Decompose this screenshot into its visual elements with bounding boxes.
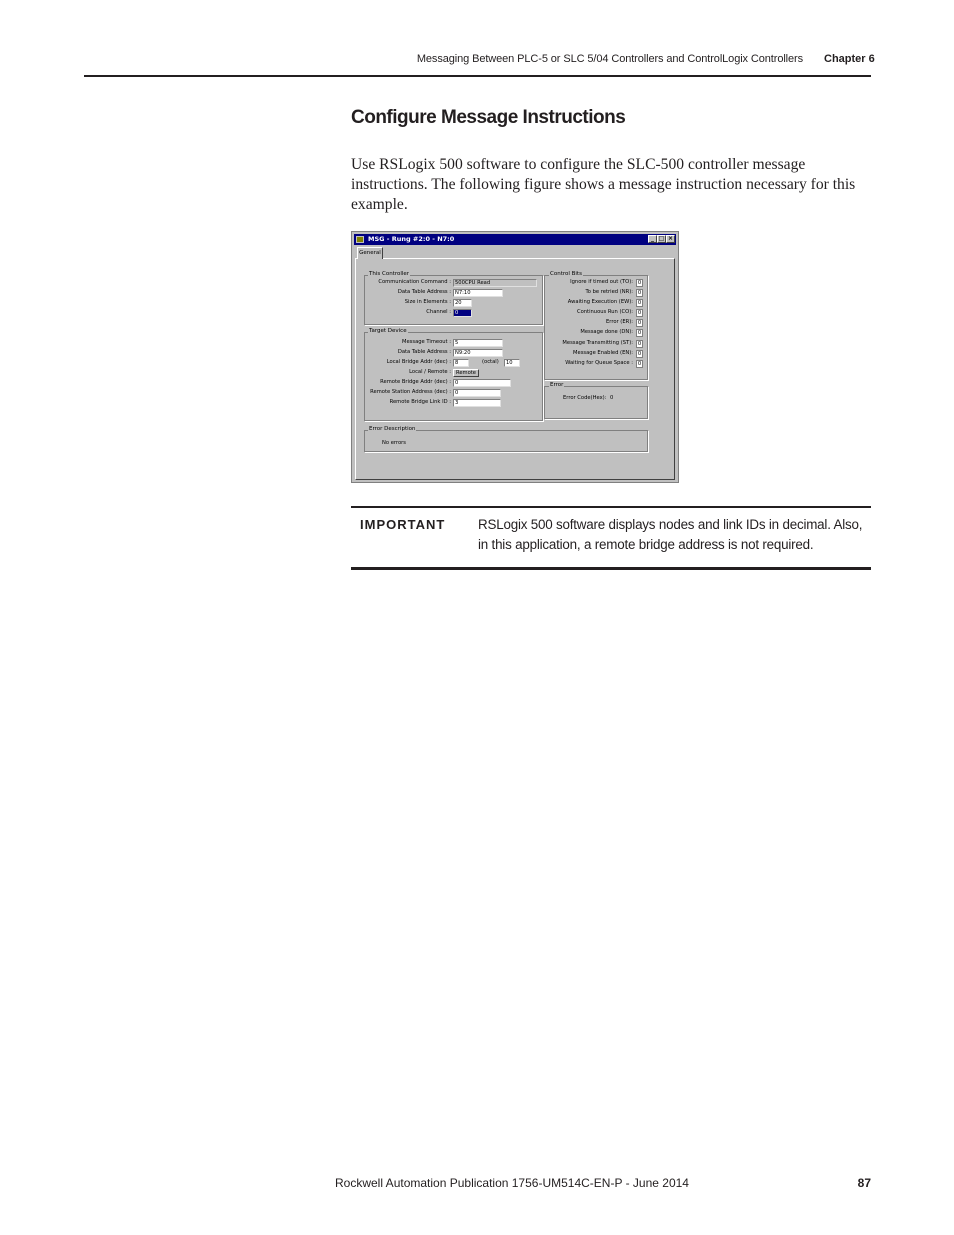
remote-bridge-link-id-field[interactable]: 3 <box>453 399 501 407</box>
body-paragraph: Use RSLogix 500 software to configure the SLC-500 controller message instructions. The following figure shows a message instruction necessary for this example. <box>351 156 856 213</box>
communication-command-label: Communication Command : <box>378 279 451 285</box>
target-device-label: Target Device <box>369 328 407 334</box>
error-description-text: No errors <box>382 440 406 446</box>
error-group <box>544 386 648 419</box>
target-data-table-address-field[interactable]: N9:20 <box>453 349 503 357</box>
running-header-title: Messaging Between PLC-5 or SLC 5/04 Controllers and ControlLogix Controllers <box>416 53 803 65</box>
note-bottom-rule <box>351 567 871 570</box>
control-bit-value[interactable]: 0 <box>637 341 642 347</box>
remote-station-address-label: Remote Station Address (dec) : <box>370 389 451 395</box>
control-bit-label: Waiting for Queue Space : <box>565 360 633 366</box>
this-controller-label: This Controller <box>369 271 410 277</box>
control-bit-label: Message done (DN): <box>580 329 633 335</box>
control-bit-label: Error (ER): <box>606 319 633 325</box>
important-note-text: RSLogix 500 software displays nodes and link IDs in decimal. Also, in this application, a remote bridge address is not required. <box>478 517 863 552</box>
important-label: IMPORTANT <box>360 517 446 532</box>
data-table-address-field[interactable]: N7:10 <box>453 289 503 297</box>
app-icon <box>356 236 364 243</box>
control-bit-value[interactable]: 0 <box>637 300 642 306</box>
size-in-elements-field[interactable]: 20 <box>453 299 472 307</box>
dialog-titlebar <box>354 234 676 245</box>
control-bit-label: Message Transmitting (ST): <box>562 340 633 346</box>
message-timeout-label: Message Timeout : <box>402 339 451 345</box>
tab-general[interactable]: General <box>357 247 383 259</box>
error-group-label: Error <box>550 382 564 388</box>
remote-station-address-field[interactable]: 0 <box>453 389 501 397</box>
data-table-address-label: Data Table Address : <box>397 289 451 295</box>
footer-publication: Rockwell Automation Publication 1756-UM514C-EN-P - June 2014 <box>335 1176 689 1190</box>
minimize-icon[interactable]: _ <box>648 235 657 243</box>
control-bit-value[interactable]: 0 <box>637 310 642 316</box>
size-in-elements-label: Size in Elements : <box>404 299 451 305</box>
remote-bridge-link-id-label: Remote Bridge Link ID : <box>389 399 451 405</box>
local-remote-button[interactable]: Remote <box>453 369 479 377</box>
maximize-icon[interactable]: □ <box>658 235 665 242</box>
local-bridge-addr-field[interactable]: 8 <box>453 359 469 367</box>
control-bits-label: Control Bits <box>550 271 582 277</box>
message-timeout-field[interactable]: 5 <box>453 339 503 347</box>
error-description-label: Error Description <box>369 426 416 432</box>
error-description-group <box>364 430 648 452</box>
octal-field[interactable]: 10 <box>504 359 520 367</box>
header-rule <box>84 75 871 77</box>
control-bit-label: Continuous Run (CO): <box>576 309 633 315</box>
general-panel <box>355 258 675 480</box>
local-bridge-addr-label: Local Bridge Addr (dec) : <box>386 359 451 365</box>
local-remote-label: Local / Remote : <box>409 369 451 375</box>
channel-label: Channel : <box>426 309 451 315</box>
control-bit-label: Ignore if timed out (TO): <box>570 279 633 285</box>
control-bit-label: Message Enabled (EN): <box>573 350 633 356</box>
control-bit-value[interactable]: 0 <box>637 280 642 286</box>
octal-label: (octal) <box>482 359 499 365</box>
target-data-table-address-label: Data Table Address : <box>397 349 451 355</box>
control-bit-value[interactable]: 0 <box>637 330 642 336</box>
dialog-title: MSG - Rung #2:0 - N7:0 <box>368 235 455 243</box>
remote-bridge-addr-label: Remote Bridge Addr (dec) : <box>380 379 451 385</box>
error-code-value: 0 <box>610 395 614 401</box>
error-code-label: Error Code(Hex): <box>563 395 607 401</box>
note-top-rule <box>351 506 871 508</box>
channel-field[interactable]: 0 <box>453 309 472 317</box>
control-bit-value[interactable]: 0 <box>637 361 642 367</box>
section-title: Configure Message Instructions <box>351 107 626 128</box>
control-bit-value[interactable]: 0 <box>637 290 642 296</box>
control-bit-label: Awaiting Execution (EW): <box>567 299 633 305</box>
control-bit-label: To be retried (NR): <box>585 289 633 295</box>
close-icon[interactable]: × <box>667 235 674 242</box>
page-number: 87 <box>857 1176 871 1190</box>
control-bit-value[interactable]: 0 <box>637 351 642 357</box>
remote-bridge-addr-field[interactable]: 0 <box>453 379 511 387</box>
communication-command-field[interactable]: 500CPU Read <box>453 279 537 287</box>
control-bit-value[interactable]: 0 <box>637 320 642 326</box>
chapter-label: Chapter 6 <box>824 53 875 65</box>
msg-dialog-screenshot <box>351 231 679 483</box>
